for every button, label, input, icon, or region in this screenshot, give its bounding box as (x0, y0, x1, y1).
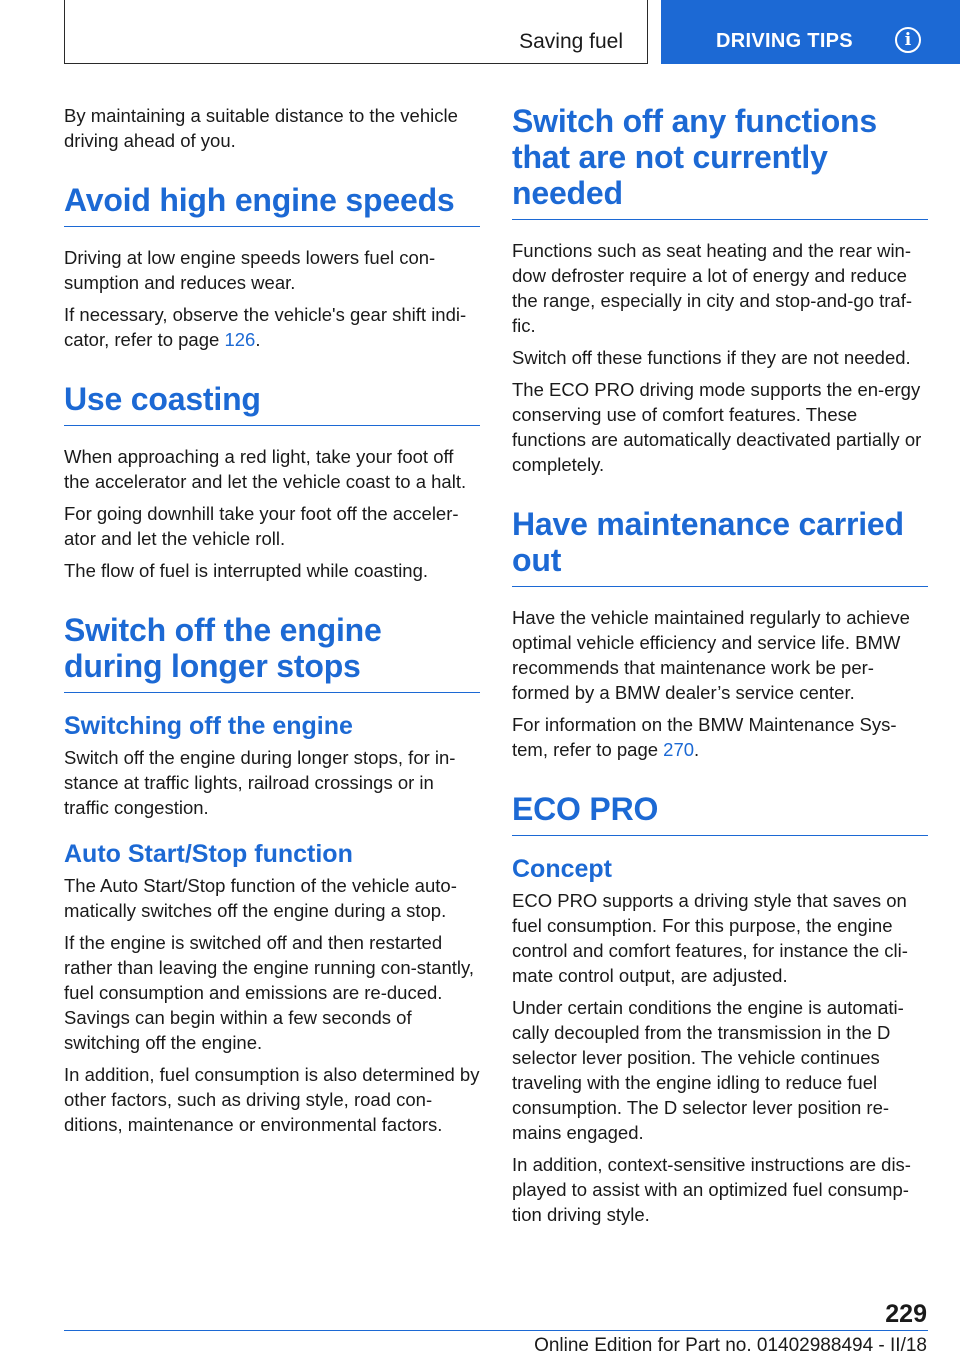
section-heading-block (64, 612, 480, 693)
paragraph: Under certain conditions the engine is automati-cally decoupled from the transmission in the D selector lever position. The vehicle continues traveling with the engine idling to reduce fuel consumption. The D selector lever position re-mains engaged. (512, 997, 904, 1143)
paragraph: Have the vehicle maintained regularly to achieve optimal vehicle efficiency and service life. BMW recommends that maintenance work be per-formed by a BMW dealer’s service center. (512, 607, 910, 703)
chapter-tab[interactable] (661, 0, 960, 64)
section-title: Saving fuel (519, 30, 623, 53)
paragraph: In addition, fuel consumption is also determined by other factors, such as driving style, road con-ditions, maintenance or environmental factors. (64, 1064, 480, 1135)
paragraph: The Auto Start/Stop function of the vehicle auto-matically switches off the engine during a stop. (64, 875, 457, 921)
page-link[interactable]: 126 (224, 329, 256, 350)
section-heading-block (64, 182, 480, 227)
subsection-heading: Concept (512, 855, 612, 883)
footer-divider (64, 1330, 928, 1331)
section-heading: Switch off any functions that are not currently needed (512, 103, 877, 211)
page-number: 229 (885, 1300, 927, 1328)
header-bar (64, 0, 648, 64)
text: . (694, 739, 700, 760)
section-heading-block (512, 103, 928, 220)
paragraph: When approaching a red light, take your foot off the accelerator and let the vehicle coast to a halt. (64, 446, 467, 492)
section-heading: Use coasting (64, 381, 261, 417)
paragraph: If the engine is switched off and then restarted rather than leaving the engine running con-stantly, fuel consumption and emissions are re-duced. Savings can begin within a few seconds of switching off the engine. (64, 932, 475, 1053)
paragraph: Switch off these functions if they are not needed. (512, 347, 911, 368)
paragraph: ECO PRO supports a driving style that saves on fuel consumption. For this purpose, the engine control and comfort features, for instance the cli-mate control output, are adjusted. (512, 890, 908, 986)
paragraph: The ECO PRO driving mode supports the en-ergy conserving use of comfort features. These functions are automatically deactivated partially or completely. (512, 379, 922, 475)
section-heading: Have maintenance carried out (512, 506, 904, 578)
right-column (512, 103, 928, 1234)
paragraph: The flow of fuel is interrupted while coasting. (64, 560, 429, 581)
chapter-tab-label: DRIVING TIPS (716, 30, 853, 52)
paragraph: Functions such as seat heating and the rear win-dow defroster require a lot of energy and reduce the range, especially in city and stop-and-go traf-fic. (512, 240, 913, 336)
subsection-heading: Switching off the engine (64, 712, 353, 740)
subsection-heading: Auto Start/Stop function (64, 840, 353, 868)
paragraph: In addition, context-sensitive instructions are dis-played to assist with an optimized fuel consump-tion driving style. (512, 1154, 911, 1225)
section-heading: Switch off the engine during longer stops (64, 612, 382, 684)
section-heading-block (64, 381, 480, 426)
paragraph: Driving at low engine speeds lowers fuel con-sumption and reduces wear. (64, 247, 436, 293)
paragraph: Switch off the engine during longer stops, for in-stance at traffic lights, railroad crossings or in traffic congestion. (64, 747, 456, 818)
text: . (255, 329, 261, 350)
page-link[interactable]: 270 (663, 739, 695, 760)
left-column (64, 103, 480, 1144)
edition-footer: Online Edition for Part no. 01402988494 - II/18 (534, 1335, 927, 1356)
section-heading: ECO PRO (512, 791, 659, 827)
section-heading-block (512, 791, 928, 836)
text: For information on the BMW Maintenance Sys-tem, refer to page (512, 714, 897, 760)
text: If necessary, observe the vehicle's gear shift indi-cator, refer to page (64, 304, 467, 350)
paragraph (512, 712, 928, 762)
info-icon[interactable]: i (895, 27, 921, 53)
paragraph (64, 302, 480, 352)
paragraph: For going downhill take your foot off the acceler-ator and let the vehicle roll. (64, 503, 459, 549)
intro-paragraph: By maintaining a suitable distance to the vehicle driving ahead of you. (64, 105, 458, 151)
section-heading-block (512, 506, 928, 587)
section-heading: Avoid high engine speeds (64, 182, 455, 218)
